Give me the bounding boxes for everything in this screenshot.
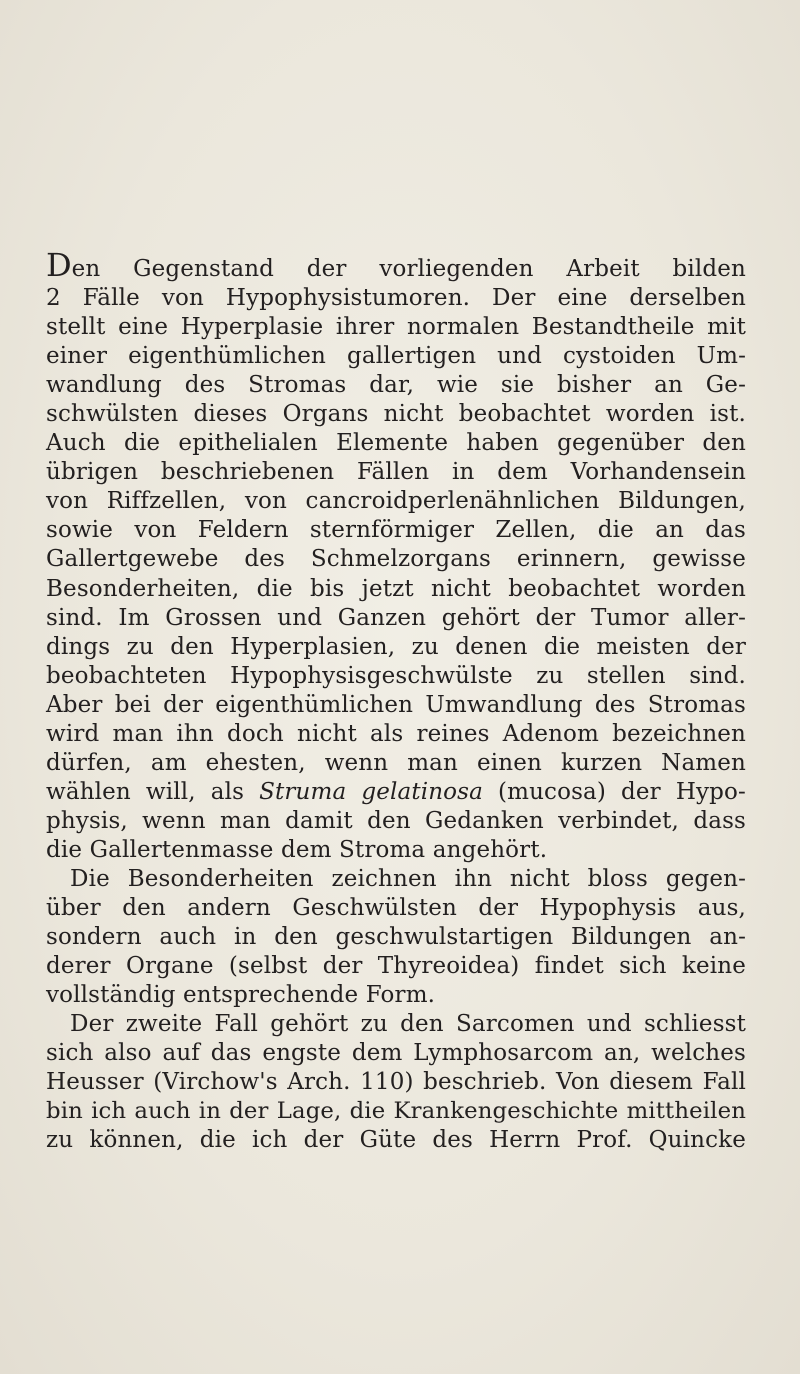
- text-line: sind. Im Grossen und Ganzen gehört der Tumor aller-: [46, 604, 746, 631]
- text-line: Der zweite Fall gehört zu den Sarcomen und schliesst: [70, 1011, 746, 1038]
- line-text: (mucosa) der Hypo-: [483, 778, 746, 805]
- text-line: wird man ihn doch nicht als reines Adenom bezeichnen: [46, 720, 746, 747]
- text-line: Aber bei der eigenthümlichen Umwandlung des Stromas: [46, 691, 746, 718]
- text-line: übrigen beschriebenen Fällen in dem Vorhandensein: [46, 459, 746, 486]
- text-line: sowie von Feldern sternförmiger Zellen, die an das: [46, 517, 746, 544]
- text-line: Besonderheiten, die bis jetzt nicht beobachtet worden: [46, 575, 746, 602]
- text-line: sondern auch in den geschwulstartigen Bildungen an-: [46, 924, 746, 951]
- text-line: von Riffzellen, von cancroidperlenähnlichen Bildungen,: [46, 488, 746, 515]
- text-line: stellt eine Hyperplasie ihrer normalen Bestandtheile mit: [46, 314, 746, 341]
- text-line: wandlung des Stromas dar, wie sie bisher an Ge-: [46, 372, 746, 399]
- text-line: beobachteten Hypophysisgeschwülste zu stellen sind.: [46, 662, 746, 689]
- text-line: [46, 778, 746, 807]
- line-text: wählen will, als: [46, 778, 260, 805]
- drop-cap: D: [46, 246, 72, 284]
- body-text: [46, 246, 746, 1155]
- text-line: dings zu den Hyperplasien, zu denen die meisten der: [46, 633, 746, 660]
- text-line: bin ich auch in der Lage, die Krankengeschichte mittheilen: [46, 1098, 746, 1125]
- text-line: 2 Fälle von Hypophysistumoren. Der eine derselben: [46, 285, 746, 312]
- text-line: Gallertgewebe des Schmelzorgans erinnern, gewisse: [46, 546, 746, 573]
- text-line: Die Besonderheiten zeichnen ihn nicht bloss gegen-: [70, 865, 746, 892]
- line-text: en Gegenstand der vorliegenden Arbeit bilden: [71, 256, 746, 282]
- text-line: derer Organe (selbst der Thyreoidea) findet sich keine: [46, 953, 746, 980]
- text-line: einer eigenthümlichen gallertigen und cystoiden Um-: [46, 343, 746, 370]
- text-line: die Gallertenmasse dem Stroma angehört.: [46, 836, 548, 863]
- text-line: schwülsten dieses Organs nicht beobachtet worden ist.: [46, 401, 746, 428]
- text-line: sich also auf das engste dem Lymphosarcom an, welches: [46, 1040, 746, 1067]
- text-line: dürfen, am ehesten, wenn man einen kurzen Namen: [46, 749, 746, 776]
- text-line: Heusser (Virchow's Arch. 110) beschrieb. Von diesem Fall: [46, 1069, 746, 1096]
- text-line: Auch die epithelialen Elemente haben gegenüber den: [46, 430, 746, 457]
- text-line: physis, wenn man damit den Gedanken verbindet, dass: [46, 807, 746, 834]
- text-line: [46, 246, 746, 284]
- text-line: über den andern Geschwülsten der Hypophysis aus,: [46, 895, 746, 922]
- italic-term: Struma gelatinosa: [259, 778, 483, 805]
- text-line: vollständig entsprechende Form.: [46, 982, 436, 1009]
- text-line: zu können, die ich der Güte des Herrn Prof. Quincke: [46, 1127, 746, 1154]
